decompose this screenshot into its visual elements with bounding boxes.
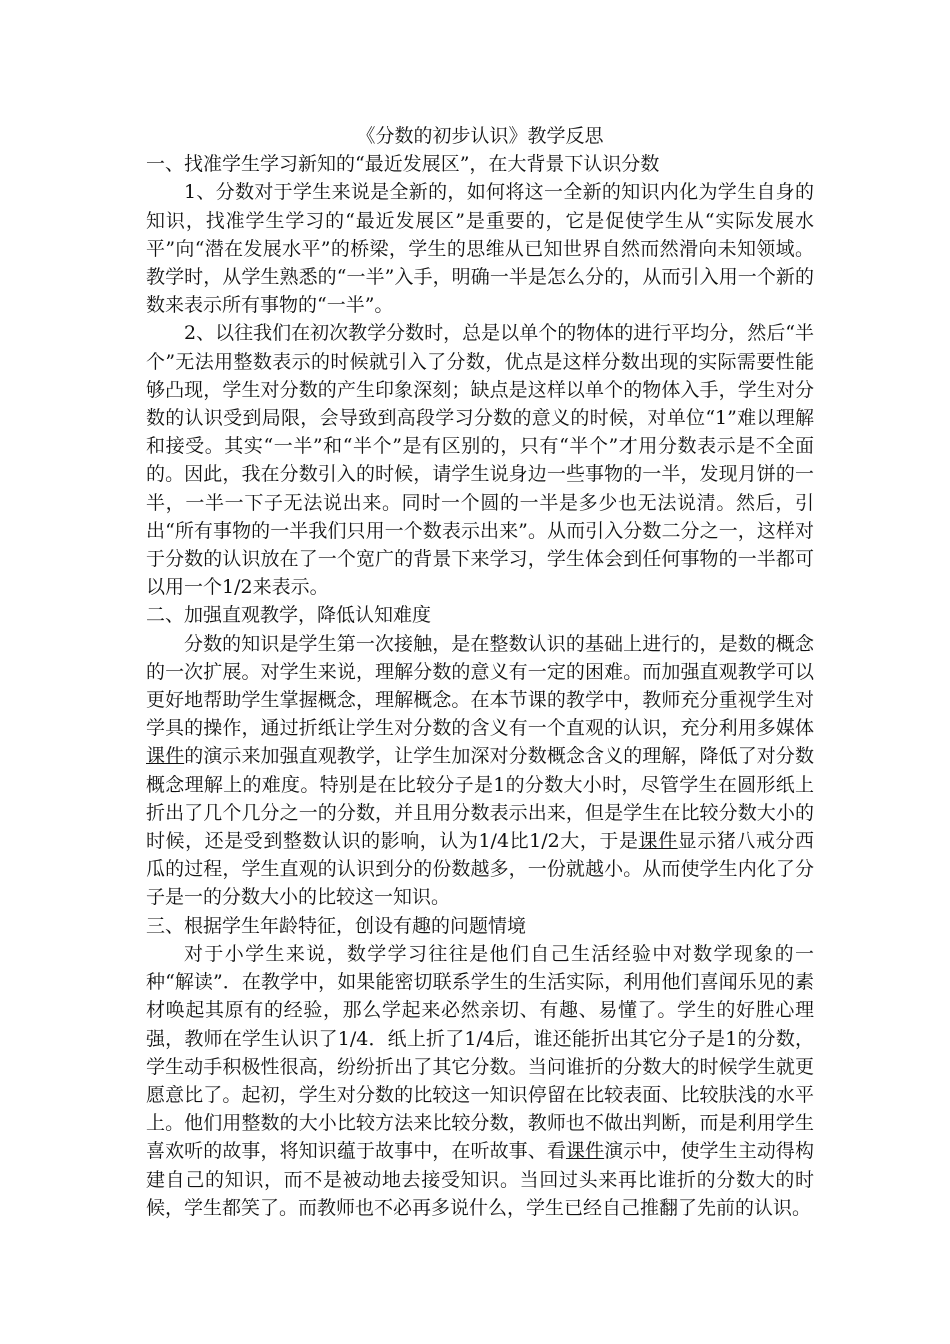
section-2-heading: 二、加强直观教学，降低认知难度: [146, 604, 432, 627]
section-2-text-c: 显示猪八戒分西瓜的过程，学生直观的认识到分的份数越多，一份就越小。从而使学生内化了分子是一的分数大小的比较这一知识。: [146, 830, 814, 909]
document-body: [146, 122, 814, 1222]
section-3-text-a: 对于小学生来说，数学学习往往是他们自己生活经验中对数学现象的一种“解读”．在教学中，如果能密切联系学生的生活实际，利用他们喜闻乐见的素材唤起其原有的经验，那么学起来必然亲切、有趣、易懂了。学生的好胜心理强，教师在学生认识了1/4．纸上折了1/4后，谁还能折出其它分子是1的分数，学生动手积极性很高，纷纷折出了其它分数。当问谁折的分数大的时候学生就更愿意比了。起初，学生对分数的比较这一知识停留在比较表面、比较肤浅的水平上。他们用整数的大小比较方法来比较分数，教师也不做出判断，而是利用学生喜欢听的故事，将知识蕴于故事中，在听故事、看: [146, 942, 814, 1163]
section-1-paragraph-1: 1、分数对于学生来说是全新的，如何将这一全新的知识内化为学生自身的知识，找准学生学习的“最近发展区”是重要的，它是促使学生从“实际发展水平”向“潜在发展水平”的桥梁，学生的思维从已知世界自然而然滑向未知领域。教学时，从学生熟悉的“一半”入手，明确一半是怎么分的，从而引入用一个新的数来表示所有事物的“一半”。: [146, 181, 814, 317]
courseware-link-2[interactable]: 课件: [638, 830, 678, 853]
section-1-paragraph-2: 2、以往我们在初次教学分数时，总是以单个的物体的进行平均分，然后“半个”无法用整数表示的时候就引入了分数，优点是这样分数出现的实际需要性能够凸现，学生对分数的产生印象深刻；缺点是这样以单个的物体入手，学生对分数的认识受到局限，会导致到高段学习分数的意义的时候，对单位“1”难以理解和接受。其实“一半”和“半个”是有区别的，只有“半个”才用分数表示是不全面的。因此，我在分数引入的时候，请学生说身边一些事物的一半，发现月饼的一半，一半一下子无法说出来。同时一个圆的一半是多少也无法说清。然后，引出“所有事物的一半我们只用一个数表示出来”。从而引入分数二分之一，这样对于分数的认识放在了一个宽广的背景下来学习，学生体会到任何事物的一半都可以用一个1/2来表示。: [146, 322, 814, 599]
section-2-text-b: 的演示来加强直观教学，让学生加深对分数概念含义的理解，降低了对分数概念理解上的难度。特别是在比较分子是1的分数大小时，尽管学生在圆形纸上折出了几个几分之一的分数，并且用分数表示出来，但是学生在比较分数大小的时候，还是受到整数认识的影响，认为1/4比1/2大，于是: [146, 745, 814, 853]
courseware-link-3[interactable]: 课件: [565, 1140, 605, 1163]
section-2-text-a: 分数的知识是学生第一次接触，是在整数认识的基础上进行的，是数的概念的一次扩展。对学生来说，理解分数的意义有一定的困难。而加强直观教学可以更好地帮助学生掌握概念，理解概念。在本节课的教学中，教师充分重视学生对学具的操作，通过折纸让学生对分数的含义有一个直观的认识，充分利用多媒体: [146, 632, 814, 740]
courseware-link-1[interactable]: 课件: [146, 745, 185, 768]
section-3-heading: 三、根据学生年龄特征，创设有趣的问题情境: [146, 914, 527, 937]
section-1-heading: 一、找准学生学习新知的“最近发展区”，在大背景下认识分数: [146, 153, 660, 176]
section-2-paragraph-1: [146, 630, 814, 912]
section-3-paragraph-1: [146, 940, 814, 1222]
document-title: 《分数的初步认识》教学反思: [356, 125, 604, 147]
section-3-text-b: 演示中，使学生主动得构建自己的知识，而不是被动地去接受知识。当回过头来再比谁折的分数大的时候，学生都笑了。而教师也不必再多说什么，学生已经自己推翻了先前的认识。: [146, 1140, 814, 1219]
